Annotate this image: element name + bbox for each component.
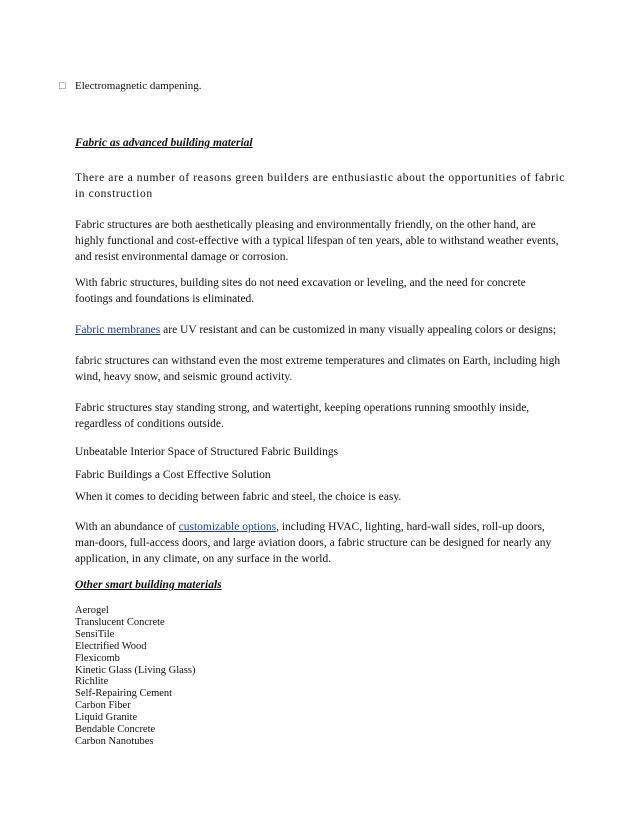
line-cost-effective: Fabric Buildings a Cost Effective Solution (75, 469, 271, 481)
line-fabric-vs-steel: When it comes to deciding between fabric and steel, the choice is easy. (75, 491, 402, 503)
paragraph-watertight: Fabric structures stay standing strong, and watertight, keeping operations running smoothly inside, regardless of conditions outside. (75, 402, 530, 430)
options-text-pre: With an abundance of (75, 521, 179, 533)
materials-list (75, 605, 195, 748)
paragraph-reasons: There are a number of reasons green builders are enthusiastic about the opportunities of fabric in construction (75, 172, 566, 200)
paragraph-site-prep: With fabric structures, building sites do not need excavation or leveling, and the need for concrete footings and foundations is eliminated. (75, 277, 526, 305)
list-item: Electrified Wood (75, 640, 147, 652)
list-item: Richlite (75, 676, 109, 688)
list-item: Bendable Concrete (75, 724, 156, 736)
fabric-membranes-link[interactable]: Fabric membranes (75, 324, 161, 336)
paragraph-aesthetics: Fabric structures are both aesthetically pleasing and environmentally friendly, on the other hand, are highly functional and cost-effective with a typical lifespan of ten years, able to withstand weather events, and resist environmental damage or corrosion. (75, 219, 559, 263)
square-bullet-icon: □ (59, 80, 66, 92)
list-item: SensiTile (75, 628, 115, 640)
list-item: Liquid Granite (75, 712, 138, 724)
customizable-options-link[interactable]: customizable options (178, 521, 277, 533)
options-text-post: , including HVAC, lighting, hard-wall sides, roll-up doors, man-doors, full-access doors, and large aviation doors, a fabric structure can be designed for nearly any application, in any climate, on any surface in the world. (75, 521, 552, 565)
bullet-item-text: Electromagnetic dampening. (75, 80, 202, 92)
section-heading-fabric: Fabric as advanced building material (75, 137, 253, 149)
list-item: Self-Repairing Cement (75, 688, 173, 700)
list-item: Kinetic Glass (Living Glass) (75, 664, 196, 676)
paragraph-membranes (75, 322, 565, 338)
line-interior-space: Unbeatable Interior Space of Structured Fabric Buildings (75, 446, 339, 458)
list-item: Flexicomb (75, 652, 120, 664)
list-item: Aerogel (75, 605, 109, 616)
list-item: Carbon Fiber (75, 700, 131, 712)
paragraph-climates: fabric structures can withstand even the most extreme temperatures and climates on Earth, including high wind, heavy snow, and seismic ground activity. (75, 355, 561, 383)
section-heading-other-materials: Other smart building materials (75, 579, 222, 591)
membranes-text: are UV resistant and can be customized in many visually appealing colors or designs; (160, 324, 557, 336)
paragraph-options (75, 519, 565, 567)
list-item: Carbon Nanotubes (75, 735, 154, 747)
list-item: Translucent Concrete (75, 616, 165, 628)
